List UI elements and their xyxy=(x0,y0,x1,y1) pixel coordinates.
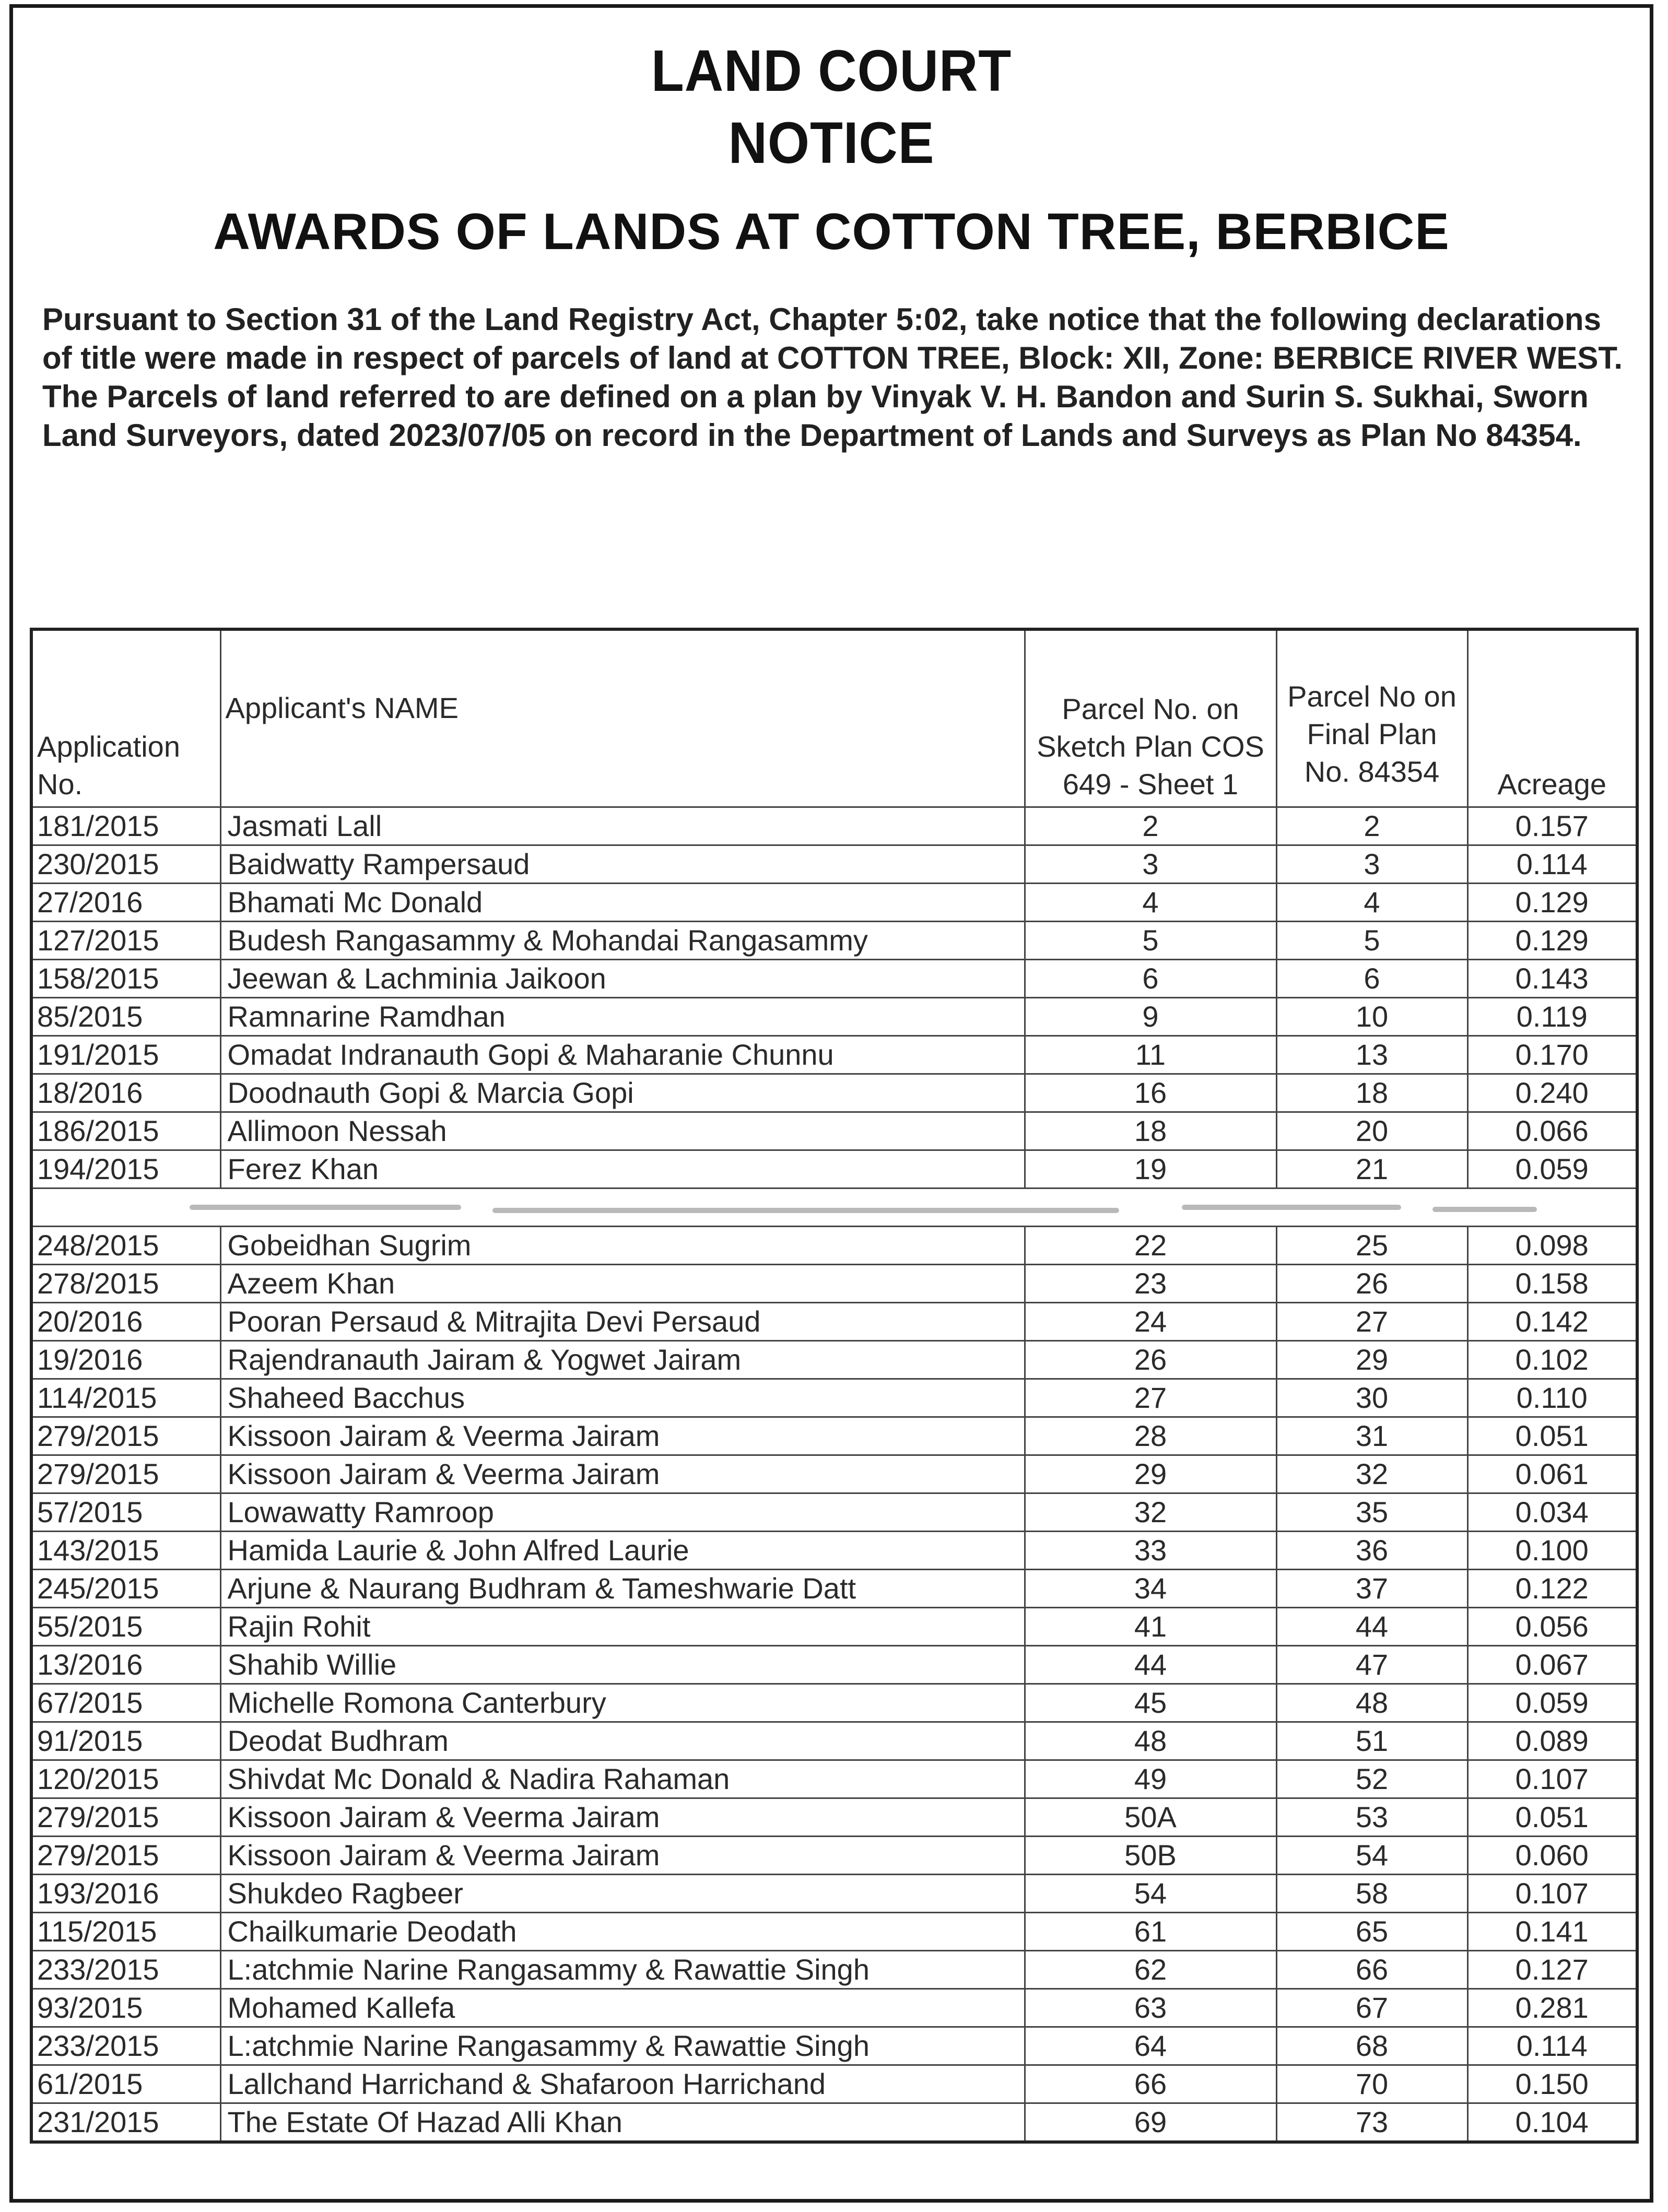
final-parcel-cell: 13 xyxy=(1276,1036,1467,1074)
application-no-cell: 19/2016 xyxy=(31,1341,220,1379)
application-no-cell: 120/2015 xyxy=(31,1760,220,1798)
acreage-cell: 0.060 xyxy=(1467,1837,1637,1875)
sketch-parcel-cell: 4 xyxy=(1025,884,1276,922)
application-no-cell: 143/2015 xyxy=(31,1532,220,1570)
final-parcel-cell: 10 xyxy=(1276,998,1467,1036)
table-row xyxy=(31,1417,1637,1455)
table-row xyxy=(31,1798,1637,1837)
final-parcel-cell: 18 xyxy=(1276,1074,1467,1112)
final-parcel-cell: 4 xyxy=(1276,884,1467,922)
sketch-parcel-cell: 22 xyxy=(1025,1227,1276,1265)
applicant-name-cell: Mohamed Kallefa xyxy=(220,1989,1025,2027)
notice-title xyxy=(78,35,1584,179)
sketch-parcel-cell: 34 xyxy=(1025,1570,1276,1608)
applicant-name-cell: Arjune & Naurang Budhram & Tameshwarie Datt xyxy=(220,1570,1025,1608)
sketch-parcel-cell: 62 xyxy=(1025,1951,1276,1989)
table-body-bottom xyxy=(31,1227,1637,2143)
application-no-cell: 245/2015 xyxy=(31,1570,220,1608)
sketch-parcel-cell: 50A xyxy=(1025,1798,1276,1837)
sketch-parcel-cell: 66 xyxy=(1025,2065,1276,2103)
application-no-cell: 27/2016 xyxy=(31,884,220,922)
application-no-cell: 93/2015 xyxy=(31,1989,220,2027)
acreage-cell: 0.240 xyxy=(1467,1074,1637,1112)
application-no-cell: 279/2015 xyxy=(31,1417,220,1455)
acreage-cell: 0.061 xyxy=(1467,1455,1637,1493)
table-row xyxy=(31,1913,1637,1951)
applicant-name-cell: Azeem Khan xyxy=(220,1265,1025,1303)
acreage-cell: 0.107 xyxy=(1467,1760,1637,1798)
applicant-name-cell: Ramnarine Ramdhan xyxy=(220,998,1025,1036)
table-row xyxy=(31,922,1637,960)
acreage-cell: 0.114 xyxy=(1467,2027,1637,2065)
application-no-cell: 55/2015 xyxy=(31,1608,220,1646)
acreage-cell: 0.119 xyxy=(1467,998,1637,1036)
application-no-cell: 181/2015 xyxy=(31,807,220,845)
application-no-cell: 158/2015 xyxy=(31,960,220,998)
final-parcel-cell: 36 xyxy=(1276,1532,1467,1570)
application-no-cell: 85/2015 xyxy=(31,998,220,1036)
applicant-name-cell: Lowawatty Ramroop xyxy=(220,1493,1025,1532)
sketch-parcel-cell: 27 xyxy=(1025,1379,1276,1417)
table-row xyxy=(31,1951,1637,1989)
final-parcel-cell: 26 xyxy=(1276,1265,1467,1303)
application-no-cell: 279/2015 xyxy=(31,1798,220,1837)
application-no-cell: 13/2016 xyxy=(31,1646,220,1684)
sketch-parcel-cell: 32 xyxy=(1025,1493,1276,1532)
applicant-name-cell: Michelle Romona Canterbury xyxy=(220,1684,1025,1722)
final-parcel-cell: 67 xyxy=(1276,1989,1467,2027)
acreage-cell: 0.100 xyxy=(1467,1532,1637,1570)
table-row xyxy=(31,2027,1637,2065)
table-row xyxy=(31,2065,1637,2103)
applicant-name-cell: Pooran Persaud & Mitrajita Devi Persaud xyxy=(220,1303,1025,1341)
table-header-row xyxy=(31,629,1637,807)
table-row xyxy=(31,1493,1637,1532)
applicant-name-cell: Gobeidhan Sugrim xyxy=(220,1227,1025,1265)
table-row xyxy=(31,1646,1637,1684)
table-row xyxy=(31,1875,1637,1913)
applicant-name-cell: Lallchand Harrichand & Shafaroon Harrichand xyxy=(220,2065,1025,2103)
table-row xyxy=(31,1265,1637,1303)
final-parcel-cell: 58 xyxy=(1276,1875,1467,1913)
acreage-cell: 0.107 xyxy=(1467,1875,1637,1913)
table-row xyxy=(31,1341,1637,1379)
applicant-name-cell: Jeewan & Lachminia Jaikoon xyxy=(220,960,1025,998)
final-parcel-cell: 35 xyxy=(1276,1493,1467,1532)
table-row xyxy=(31,1532,1637,1570)
redaction-smudge xyxy=(33,1189,1636,1226)
table-row xyxy=(31,1455,1637,1493)
sketch-parcel-cell: 50B xyxy=(1025,1837,1276,1875)
applicant-name-cell: Jasmati Lall xyxy=(220,807,1025,845)
notice-intro-paragraph: Pursuant to Section 31 of the Land Registry Act, Chapter 5:02, take notice that the following declarations of title were made in respect of parcels of land at COTTON TREE, Block: XII, Zone: BERBICE RIVER WEST. The Parcels of land referred to are defined on a plan by Vinyak V. H. Bandon and Surin S. Sukhai, Sworn Land Surveyors, dated 2023/07/05 on record in the Department of Lands and Surveys as Plan No 84354. xyxy=(42,302,1623,453)
sketch-parcel-cell: 6 xyxy=(1025,960,1276,998)
acreage-cell: 0.110 xyxy=(1467,1379,1637,1417)
final-parcel-cell: 53 xyxy=(1276,1798,1467,1837)
sketch-parcel-cell: 23 xyxy=(1025,1265,1276,1303)
acreage-cell: 0.034 xyxy=(1467,1493,1637,1532)
applicant-name-cell: Allimoon Nessah xyxy=(220,1112,1025,1150)
sketch-parcel-cell: 49 xyxy=(1025,1760,1276,1798)
acreage-cell: 0.056 xyxy=(1467,1608,1637,1646)
sketch-parcel-cell: 18 xyxy=(1025,1112,1276,1150)
applicant-name-cell: Doodnauth Gopi & Marcia Gopi xyxy=(220,1074,1025,1112)
application-no-cell: 57/2015 xyxy=(31,1493,220,1532)
application-no-cell: 191/2015 xyxy=(31,1036,220,1074)
acreage-cell: 0.098 xyxy=(1467,1227,1637,1265)
sketch-parcel-cell: 48 xyxy=(1025,1722,1276,1760)
applicant-name-cell: Chailkumarie Deodath xyxy=(220,1913,1025,1951)
final-parcel-cell: 68 xyxy=(1276,2027,1467,2065)
final-parcel-cell: 29 xyxy=(1276,1341,1467,1379)
applicant-name-cell: Rajendranauth Jairam & Yogwet Jairam xyxy=(220,1341,1025,1379)
acreage-cell: 0.089 xyxy=(1467,1722,1637,1760)
header-application-no: Application No. xyxy=(31,629,220,807)
acreage-cell: 0.150 xyxy=(1467,2065,1637,2103)
applicant-name-cell: The Estate Of Hazad Alli Khan xyxy=(220,2103,1025,2143)
application-no-cell: 115/2015 xyxy=(31,1913,220,1951)
sketch-parcel-cell: 26 xyxy=(1025,1341,1276,1379)
acreage-cell: 0.141 xyxy=(1467,1913,1637,1951)
applicant-name-cell: Shaheed Bacchus xyxy=(220,1379,1025,1417)
acreage-cell: 0.127 xyxy=(1467,1951,1637,1989)
title-line-1: LAND COURT xyxy=(651,38,1012,103)
sketch-parcel-cell: 61 xyxy=(1025,1913,1276,1951)
applicant-name-cell: Shahib Willie xyxy=(220,1646,1025,1684)
application-no-cell: 67/2015 xyxy=(31,1684,220,1722)
sketch-parcel-cell: 54 xyxy=(1025,1875,1276,1913)
applicant-name-cell: Bhamati Mc Donald xyxy=(220,884,1025,922)
redacted-cell xyxy=(31,1189,1637,1227)
table-row xyxy=(31,1227,1637,1265)
sketch-parcel-cell: 64 xyxy=(1025,2027,1276,2065)
sketch-parcel-cell: 45 xyxy=(1025,1684,1276,1722)
sketch-parcel-cell: 69 xyxy=(1025,2103,1276,2143)
table-row xyxy=(31,807,1637,845)
table-row xyxy=(31,1837,1637,1875)
final-parcel-cell: 66 xyxy=(1276,1951,1467,1989)
header-acreage: Acreage xyxy=(1467,629,1637,807)
table-row xyxy=(31,845,1637,884)
final-parcel-cell: 51 xyxy=(1276,1722,1467,1760)
final-parcel-cell: 70 xyxy=(1276,2065,1467,2103)
final-parcel-cell: 27 xyxy=(1276,1303,1467,1341)
table-row xyxy=(31,1722,1637,1760)
applicant-name-cell: Kissoon Jairam & Veerma Jairam xyxy=(220,1837,1025,1875)
table-row xyxy=(31,1074,1637,1112)
acreage-cell: 0.066 xyxy=(1467,1112,1637,1150)
applicant-name-cell: Baidwatty Rampersaud xyxy=(220,845,1025,884)
table-row xyxy=(31,884,1637,922)
table-body-top xyxy=(31,807,1637,1189)
acreage-cell: 0.067 xyxy=(1467,1646,1637,1684)
title-line-2: NOTICE xyxy=(728,110,935,175)
sketch-parcel-cell: 3 xyxy=(1025,845,1276,884)
final-parcel-cell: 25 xyxy=(1276,1227,1467,1265)
sketch-parcel-cell: 11 xyxy=(1025,1036,1276,1074)
header-final-parcel: Parcel No on Final Plan No. 84354 xyxy=(1276,629,1467,807)
applicant-name-cell: Omadat Indranauth Gopi & Maharanie Chunnu xyxy=(220,1036,1025,1074)
final-parcel-cell: 32 xyxy=(1276,1455,1467,1493)
table-row xyxy=(31,1036,1637,1074)
application-no-cell: 193/2016 xyxy=(31,1875,220,1913)
acreage-cell: 0.129 xyxy=(1467,884,1637,922)
final-parcel-cell: 2 xyxy=(1276,807,1467,845)
acreage-cell: 0.051 xyxy=(1467,1798,1637,1837)
application-no-cell: 279/2015 xyxy=(31,1837,220,1875)
acreage-cell: 0.142 xyxy=(1467,1303,1637,1341)
acreage-cell: 0.051 xyxy=(1467,1417,1637,1455)
table-row xyxy=(31,1303,1637,1341)
application-no-cell: 248/2015 xyxy=(31,1227,220,1265)
table-row xyxy=(31,1684,1637,1722)
table-row xyxy=(31,1989,1637,2027)
final-parcel-cell: 5 xyxy=(1276,922,1467,960)
applicant-name-cell: Shukdeo Ragbeer xyxy=(220,1875,1025,1913)
sketch-parcel-cell: 19 xyxy=(1025,1150,1276,1189)
acreage-cell: 0.158 xyxy=(1467,1265,1637,1303)
acreage-cell: 0.059 xyxy=(1467,1684,1637,1722)
final-parcel-cell: 31 xyxy=(1276,1417,1467,1455)
acreage-cell: 0.170 xyxy=(1467,1036,1637,1074)
final-parcel-cell: 30 xyxy=(1276,1379,1467,1417)
sketch-parcel-cell: 63 xyxy=(1025,1989,1276,2027)
redacted-section xyxy=(31,1189,1637,1227)
application-no-cell: 20/2016 xyxy=(31,1303,220,1341)
sketch-parcel-cell: 29 xyxy=(1025,1455,1276,1493)
table-row xyxy=(31,2103,1637,2143)
application-no-cell: 278/2015 xyxy=(31,1265,220,1303)
final-parcel-cell: 21 xyxy=(1276,1150,1467,1189)
acreage-cell: 0.122 xyxy=(1467,1570,1637,1608)
acreage-cell: 0.059 xyxy=(1467,1150,1637,1189)
applicant-name-cell: Ferez Khan xyxy=(220,1150,1025,1189)
acreage-cell: 0.102 xyxy=(1467,1341,1637,1379)
sketch-parcel-cell: 9 xyxy=(1025,998,1276,1036)
application-no-cell: 279/2015 xyxy=(31,1455,220,1493)
application-no-cell: 233/2015 xyxy=(31,2027,220,2065)
final-parcel-cell: 6 xyxy=(1276,960,1467,998)
applicant-name-cell: L:atchmie Narine Rangasammy & Rawattie Singh xyxy=(220,2027,1025,2065)
final-parcel-cell: 73 xyxy=(1276,2103,1467,2143)
application-no-cell: 114/2015 xyxy=(31,1379,220,1417)
awards-table xyxy=(30,628,1639,2144)
applicant-name-cell: Kissoon Jairam & Veerma Jairam xyxy=(220,1798,1025,1837)
final-parcel-cell: 20 xyxy=(1276,1112,1467,1150)
applicant-name-cell: Deodat Budhram xyxy=(220,1722,1025,1760)
applicant-name-cell: Kissoon Jairam & Veerma Jairam xyxy=(220,1455,1025,1493)
final-parcel-cell: 37 xyxy=(1276,1570,1467,1608)
application-no-cell: 231/2015 xyxy=(31,2103,220,2143)
table-row xyxy=(31,1608,1637,1646)
sketch-parcel-cell: 5 xyxy=(1025,922,1276,960)
sketch-parcel-cell: 41 xyxy=(1025,1608,1276,1646)
sketch-parcel-cell: 33 xyxy=(1025,1532,1276,1570)
applicant-name-cell: Budesh Rangasammy & Mohandai Rangasammy xyxy=(220,922,1025,960)
application-no-cell: 194/2015 xyxy=(31,1150,220,1189)
application-no-cell: 230/2015 xyxy=(31,845,220,884)
redacted-row xyxy=(31,1189,1637,1227)
application-no-cell: 233/2015 xyxy=(31,1951,220,1989)
applicant-name-cell: Kissoon Jairam & Veerma Jairam xyxy=(220,1417,1025,1455)
table-row xyxy=(31,960,1637,998)
acreage-cell: 0.157 xyxy=(1467,807,1637,845)
acreage-cell: 0.281 xyxy=(1467,1989,1637,2027)
table-row xyxy=(31,1112,1637,1150)
sketch-parcel-cell: 16 xyxy=(1025,1074,1276,1112)
application-no-cell: 18/2016 xyxy=(31,1074,220,1112)
final-parcel-cell: 44 xyxy=(1276,1608,1467,1646)
sketch-parcel-cell: 24 xyxy=(1025,1303,1276,1341)
application-no-cell: 127/2015 xyxy=(31,922,220,960)
table-row xyxy=(31,1150,1637,1189)
final-parcel-cell: 52 xyxy=(1276,1760,1467,1798)
acreage-cell: 0.129 xyxy=(1467,922,1637,960)
application-no-cell: 91/2015 xyxy=(31,1722,220,1760)
header-applicant-name: Applicant's NAME xyxy=(220,629,1025,807)
application-no-cell: 61/2015 xyxy=(31,2065,220,2103)
applicant-name-cell: Rajin Rohit xyxy=(220,1608,1025,1646)
applicant-name-cell: L:atchmie Narine Rangasammy & Rawattie Singh xyxy=(220,1951,1025,1989)
applicant-name-cell: Hamida Laurie & John Alfred Laurie xyxy=(220,1532,1025,1570)
table-row xyxy=(31,1379,1637,1417)
header-sketch-parcel: Parcel No. on Sketch Plan COS 649 - Sheet 1 xyxy=(1025,629,1276,807)
sketch-parcel-cell: 2 xyxy=(1025,807,1276,845)
notice-subtitle: AWARDS OF LANDS AT COTTON TREE, BERBICE xyxy=(213,203,1450,260)
sketch-parcel-cell: 44 xyxy=(1025,1646,1276,1684)
final-parcel-cell: 65 xyxy=(1276,1913,1467,1951)
table-row xyxy=(31,1760,1637,1798)
final-parcel-cell: 48 xyxy=(1276,1684,1467,1722)
table-row xyxy=(31,1570,1637,1608)
application-no-cell: 186/2015 xyxy=(31,1112,220,1150)
final-parcel-cell: 47 xyxy=(1276,1646,1467,1684)
final-parcel-cell: 3 xyxy=(1276,845,1467,884)
acreage-cell: 0.114 xyxy=(1467,845,1637,884)
final-parcel-cell: 54 xyxy=(1276,1837,1467,1875)
acreage-cell: 0.104 xyxy=(1467,2103,1637,2143)
sketch-parcel-cell: 28 xyxy=(1025,1417,1276,1455)
table-row xyxy=(31,998,1637,1036)
acreage-cell: 0.143 xyxy=(1467,960,1637,998)
applicant-name-cell: Shivdat Mc Donald & Nadira Rahaman xyxy=(220,1760,1025,1798)
